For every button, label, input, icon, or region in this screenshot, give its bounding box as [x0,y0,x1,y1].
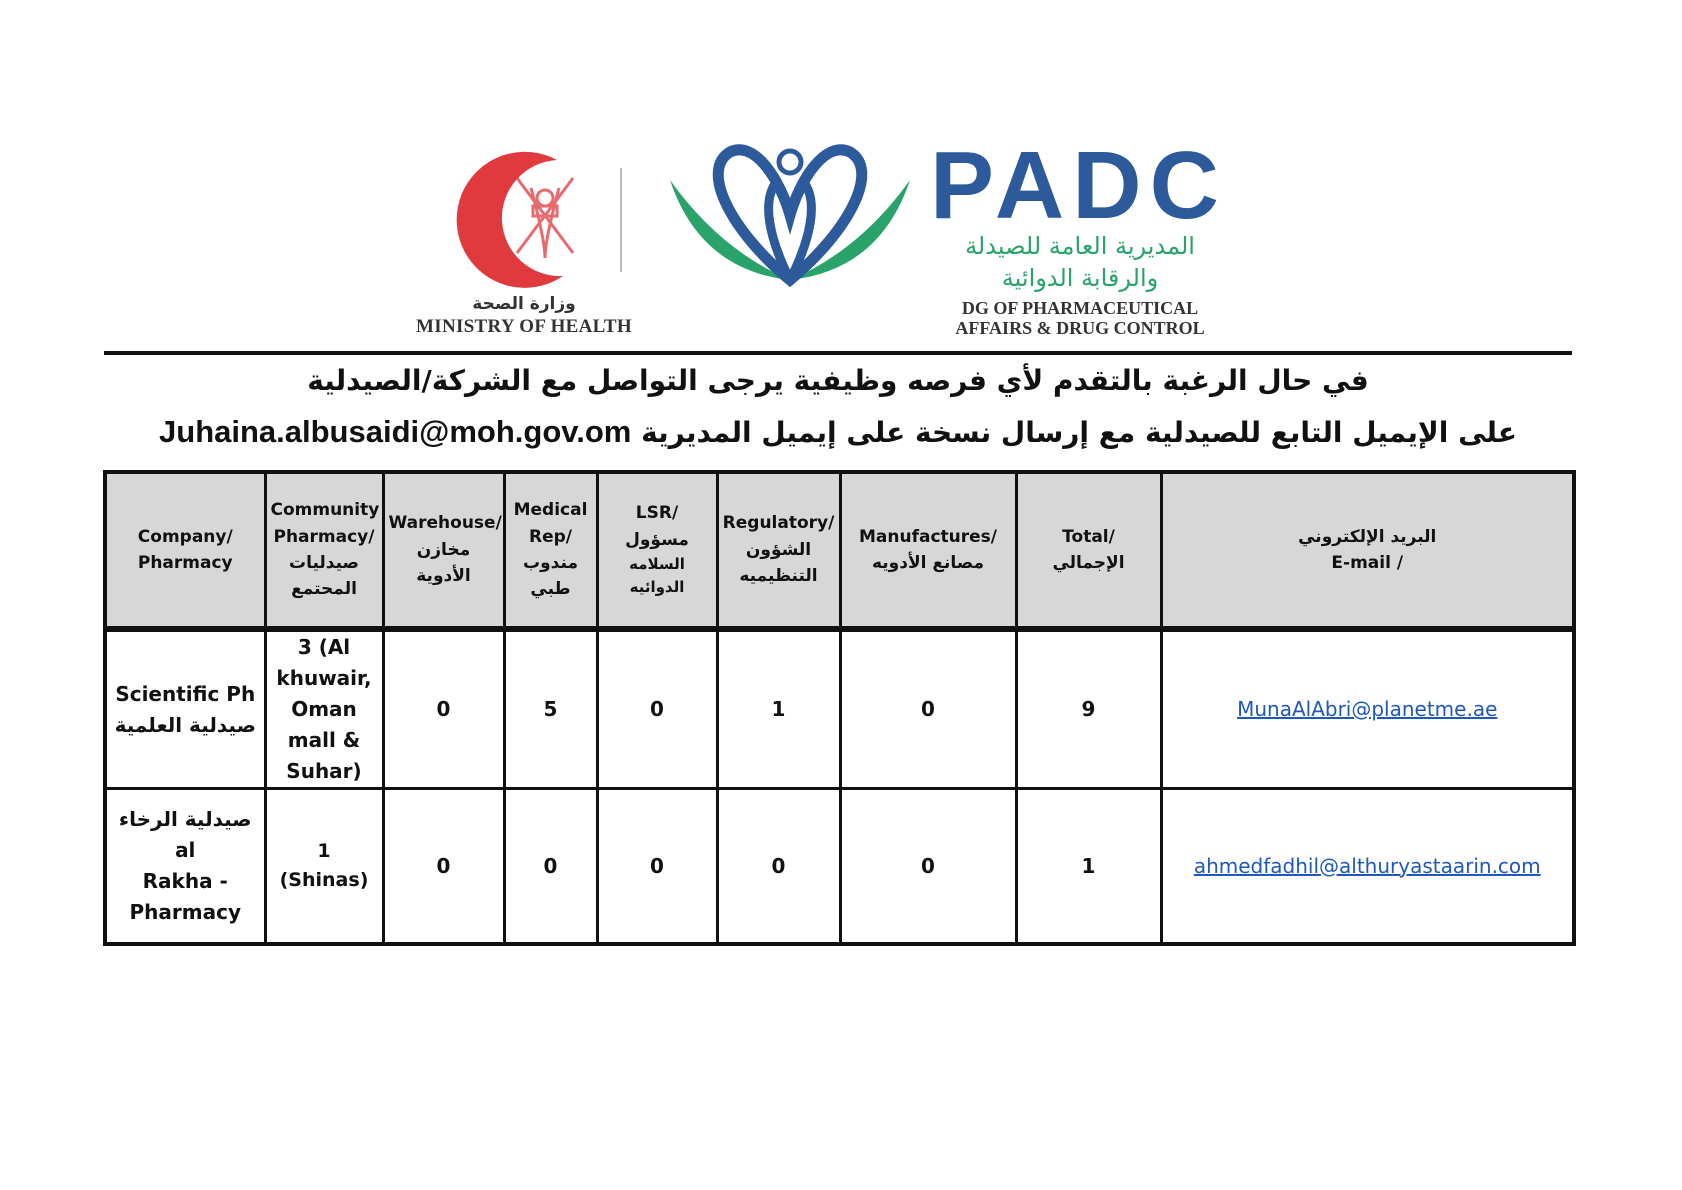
ministry-name-arabic: وزارة الصحة [472,294,576,314]
cell-company: صيدلية الرخاء al Rakha - Pharmacy [105,789,265,945]
notice-line-1: في حال الرغبة بالتقدم لأي فرصه وظيفية يرجى التواصل مع الشركة/الصيدلية [307,364,1369,397]
table-row [105,789,1574,945]
directorate-email[interactable]: Juhaina.albusaidi@moh.gov.om [159,414,632,449]
cell-manufactures: 0 [840,789,1016,945]
ministry-name-english: MINISTRY OF HEALTH [416,316,632,337]
header-email: البريد الإلكتروني E-mail / [1161,472,1574,629]
cell-email [1161,789,1574,945]
notice-line-2-arabic: على الإيميل التابع للصيدلية مع إرسال نسخة على إيميل المديرية [641,416,1517,449]
cell-total: 9 [1016,629,1161,789]
cell-regulatory: 0 [717,789,840,945]
padc-name-arabic-line1: المديرية العامة للصيدلة [965,232,1195,260]
header-company: Company/ Pharmacy [105,472,265,629]
cell-email [1161,629,1574,789]
cell-manufactures: 0 [840,629,1016,789]
cell-lsr: 0 [597,629,717,789]
header-medical-rep: Medical Rep/ مندوب طبي [504,472,597,629]
cell-lsr: 0 [597,789,717,945]
notice-line-2 [104,414,1572,450]
padc-name-arabic-line2: والرقابة الدوائية [1001,264,1159,292]
email-link[interactable]: ahmedfadhil@althuryastaarin.com [1193,853,1541,878]
padc-wordmark: PADC [930,132,1227,239]
header-warehouse: Warehouse/ مخازن الأدوية [383,472,504,629]
logo-divider [620,168,622,272]
cell-total: 1 [1016,789,1161,945]
email-link[interactable]: MunaAlAbri@planetme.ae [1237,697,1498,721]
header-rule [104,351,1572,355]
header-community-pharmacy: Community Pharmacy/ صيدليات المحتمع [265,472,383,629]
header-regulatory: Regulatory/ الشؤون التنظيميه [717,472,840,629]
cell-regulatory: 1 [717,629,840,789]
header-lsr: LSR/ مسؤول السلامه الدوائيه [597,472,717,629]
ministry-of-health-emblem-icon [445,148,595,288]
cell-medical-rep: 0 [504,789,597,945]
header-total: Total/ الإجمالي [1016,472,1161,629]
job-openings-table [103,470,1576,946]
padc-name-english-line1: DG OF PHARMACEUTICAL [961,298,1199,318]
cell-warehouse: 0 [383,789,504,945]
padc-name-english-line2: AFFAIRS & DRUG CONTROL [955,318,1205,338]
cell-company: Scientific Ph صيدلية العلمية [105,629,265,789]
table-row [105,629,1574,789]
table-header-row [105,472,1574,629]
cell-warehouse: 0 [383,629,504,789]
document-header [0,0,1682,360]
cell-community-pharmacy: 3 (Al khuwair, Oman mall & Suhar) [265,629,383,789]
header-manufactures: Manufactures/ مصانع الأدويه [840,472,1016,629]
cell-medical-rep: 5 [504,629,597,789]
padc-leaf-logo-icon [660,140,920,290]
cell-community-pharmacy: 1 (Shinas) [265,789,383,945]
